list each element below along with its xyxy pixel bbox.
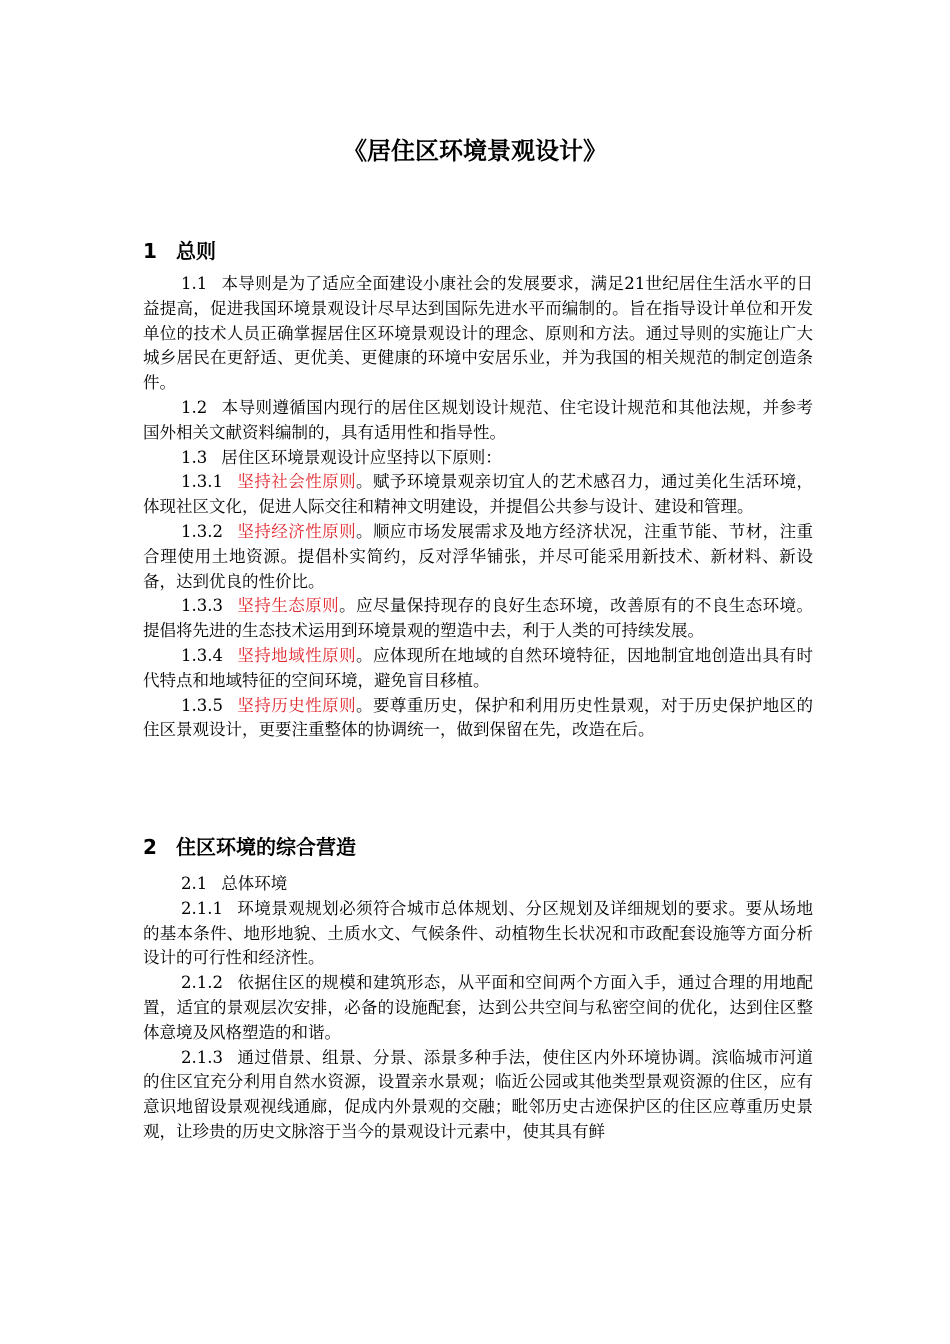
section-number: 2 xyxy=(143,835,157,859)
principle-highlight: 坚持历史性原则 xyxy=(236,695,357,715)
paragraph-number: 1.3.4 xyxy=(181,645,223,665)
section-title: 住区环境的综合营造 xyxy=(176,835,356,859)
paragraph-1-3-3 xyxy=(143,594,813,644)
paragraph-1-2 xyxy=(143,396,813,446)
paragraph-text: 本导则遵循国内现行的居住区规划设计规范、住宅设计规范和其他法规，并参考国外相关文献资料编制的，具有适用性和指导性。 xyxy=(143,397,813,442)
paragraph-1-3-5 xyxy=(143,694,813,744)
paragraph-1-3-4 xyxy=(143,644,813,694)
paragraph-number: 2.1 xyxy=(181,874,208,893)
paragraph-number: 2.1.2 xyxy=(181,973,223,993)
document-title: 《居住区环境景观设计》 xyxy=(343,137,607,165)
principle-highlight: 坚持社会性原则 xyxy=(236,472,357,492)
paragraph-number: 1.3.1 xyxy=(181,472,223,492)
paragraph-2-1-3 xyxy=(143,1046,813,1145)
section-heading-1 xyxy=(143,236,216,266)
paragraph-number: 1.3.3 xyxy=(181,596,223,616)
section-heading-2 xyxy=(143,832,356,862)
principle-highlight: 坚持经济性原则 xyxy=(236,521,357,541)
paragraph-2-1-2 xyxy=(143,971,813,1045)
paragraph-1-3-2 xyxy=(143,520,813,594)
paragraph-text: 。要尊重历史，保护和利用历史性景观，对于历史保护地区的住区景观设计，更要注重整体的协调统一，做到保留在先，改造在后。 xyxy=(143,695,814,740)
paragraph-2-1-1 xyxy=(143,897,813,971)
section-number: 1 xyxy=(143,239,157,263)
paragraph-1-3-1 xyxy=(143,470,813,520)
paragraph-number: 1.3.2 xyxy=(181,521,223,541)
paragraph-number: 1.1 xyxy=(181,274,208,293)
principle-highlight: 坚持生态原则 xyxy=(236,596,340,616)
paragraph-2-1 xyxy=(143,872,813,897)
paragraph-text: 。应体现所在地域的自然环境特征，因地制宜地创造出具有时代特点和地域特征的空间环境，避免盲目移植。 xyxy=(143,645,814,690)
paragraph-text: 居住区环境景观设计应坚持以下原则： xyxy=(221,447,502,467)
paragraph-text: 通过借景、组景、分景、添景多种手法，使住区内外环境协调。滨临城市河道的住区宜充分利用自然水资源，设置亲水景观；临近公园或其他类型景观资源的住区，应有意识地留设景观视线通廊，促成内外景观的交融；毗邻历史古迹保护区的住区应尊重历史景观，让珍贵的历史文脉溶于当今的景观设计元素中，使其具有鲜 xyxy=(143,1047,813,1141)
paragraph-number: 1.3 xyxy=(181,447,208,467)
principle-highlight: 坚持地域性原则 xyxy=(236,645,357,665)
paragraph-text: 总体环境 xyxy=(221,874,288,893)
paragraph-number: 1.3.5 xyxy=(181,695,223,715)
paragraph-number: 2.1.1 xyxy=(181,898,223,918)
paragraph-text: 。应尽量保持现存的良好生态环境，改善原有的不良生态环境。提倡将先进的生态技术运用到环境景观的塑造中去，利于人类的可持续发展。 xyxy=(143,596,814,641)
section-title: 总则 xyxy=(176,239,216,263)
paragraph-text: 依据住区的规模和建筑形态，从平面和空间两个方面入手，通过合理的用地配置，适宜的景观层次安排，必备的设施配套，达到公共空间与私密空间的优化，达到住区整体意境及风格塑造的和谐。 xyxy=(143,973,813,1042)
section-2-body xyxy=(143,872,813,1145)
paragraph-number: 2.1.3 xyxy=(181,1047,223,1067)
paragraph-number: 1.2 xyxy=(181,397,208,417)
paragraph-text: 本导则是为了适应全面建设小康社会的发展要求，满足21世纪居住生活水平的日益提高，促进我国环境景观设计尽早达到国际先进水平而编制的。旨在指导设计单位和开发单位的技术人员正确掌握居住区环境景观设计的理念、原则和方法。通过导则的实施让广大城乡居民在更舒适、更优美、更健康的环境中安居乐业，并为我国的相关规范的制定创造条件。 xyxy=(143,274,813,393)
section-1-body xyxy=(143,272,813,743)
paragraph-text: 。顺应市场发展需求及地方经济状况，注重节能、节材，注重合理使用土地资源。提倡朴实简约，反对浮华铺张，并尽可能采用新技术、新材料、新设备，达到优良的性价比。 xyxy=(143,521,814,591)
paragraph-text: 环境景观规划必须符合城市总体规划、分区规划及详细规划的要求。要从场地的基本条件、地形地貌、土质水文、气候条件、动植物生长状况和市政配套设施等方面分析设计的可行性和经济性。 xyxy=(143,898,813,968)
paragraph-1-1 xyxy=(143,272,813,396)
paragraph-1-3 xyxy=(143,446,813,471)
paragraph-text: 。赋予环境景观亲切宜人的艺术感召力，通过美化生活环境，体现社区文化，促进人际交往和精神文明建设，并提倡公共参与设计、建设和管理。 xyxy=(143,472,814,517)
